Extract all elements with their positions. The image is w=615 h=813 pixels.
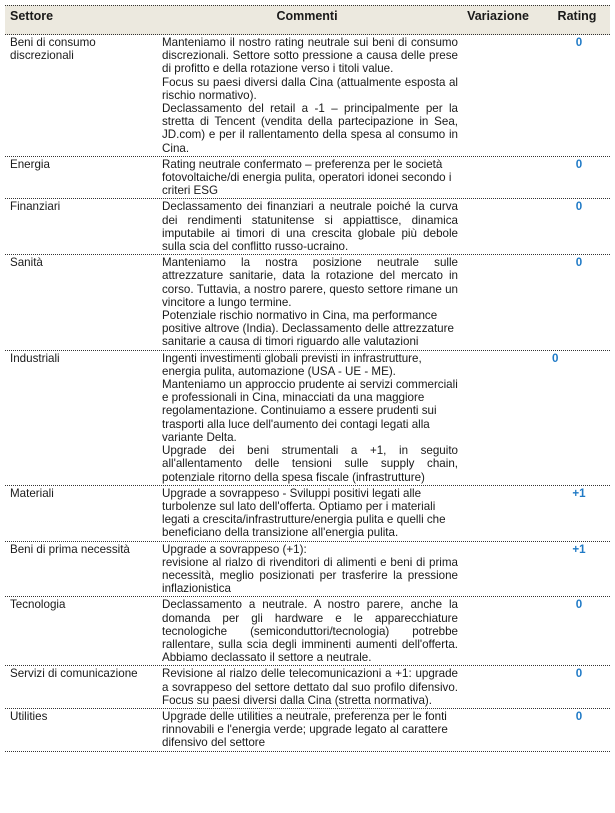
sector-variation: [458, 351, 548, 485]
comment-paragraph: Upgrade delle utilities a neutrale, preferenza per le fonti rinnovabili e l'energia verde; upgrade legato al carattere difensivo del settore: [162, 709, 448, 750]
table-row: [5, 35, 610, 157]
header-variazione: Variazione: [467, 9, 529, 23]
sector-comment: [158, 199, 458, 254]
sector-rating: 0: [575, 200, 583, 214]
sector-comment: [158, 35, 458, 156]
sector-name: Beni di prima necessità: [10, 542, 130, 556]
comment-paragraph: Manteniamo un approccio prudente ai servizi commerciali e professionali in Cina, minacciati da una maggiore regolamentazione. Continuiamo a essere prudenti sui trasporti alla luce dell'aumento dei contagi legati alla variante Delta.: [162, 378, 458, 444]
sector-rating: 0: [552, 351, 559, 365]
sector-rating: 0: [575, 157, 583, 171]
comment-paragraph: Manteniamo la nostra posizione neutrale sulle attrezzature sanitarie, data la rotazione del mercato in corso. Tuttavia, a nostro parere, questo settore rimane un vincitore a lungo termine.: [162, 256, 458, 309]
table-row: [5, 351, 610, 486]
sector-name: Materiali: [10, 486, 54, 500]
sector-rating: 0: [575, 36, 583, 49]
comment-paragraph: Declassamento dei finanziari a neutrale poiché la curva dei rendimenti statunitense si appiattisce, dinamica imputabile ai timori di una crescita globale più debole sulla scia del conflitto russo-ucraino.: [162, 200, 458, 254]
sector-rating: 0: [575, 709, 583, 723]
sector-comment: [158, 486, 458, 541]
table-row: [5, 542, 610, 598]
sector-comment: [158, 351, 458, 485]
sector-rating: 0: [575, 598, 583, 612]
header-settore: Settore: [10, 9, 54, 23]
comment-paragraph: Manteniamo il nostro rating neutrale sui beni di consumo discrezionali. Settore sotto pressione a causa delle prese di profitto e della rotazione verso i titoli value.: [162, 36, 458, 76]
comment-paragraph: Upgrade a sovrappeso (+1):: [162, 542, 307, 556]
sector-variation: [458, 597, 548, 665]
sector-name: Industriali: [10, 351, 60, 365]
sector-variation: [458, 666, 548, 708]
comment-paragraph: Revisione al rialzo delle telecomunicazioni a +1: upgrade a sovrappeso del settore dettato dal suo profilo difensivo. Focus su paesi diversi dalla Cina (stretta normativa).: [162, 667, 458, 707]
table-row: [5, 666, 610, 709]
sector-name: Sanità: [10, 256, 43, 270]
sector-comment: [158, 666, 458, 708]
sector-comment: [158, 709, 458, 751]
sector-comment: [158, 597, 458, 665]
comment-paragraph: Potenziale rischio normativo in Cina, ma performance positive altrove (India). Declassamento delle attrezzature sanitarie a causa di timori riguardo alle valutazioni: [162, 309, 454, 349]
table-header: [5, 5, 610, 35]
sector-variation: [458, 542, 548, 597]
sector-name: Beni di consumo discrezionali: [10, 36, 96, 63]
sector-name: Utilities: [10, 709, 48, 723]
comment-paragraph: Upgrade a sovrappeso - Sviluppi positivi legati alle turbolenze sul lato dell'offerta. Optiamo per i materiali legati a crescita/infrastrutture/energia pulita e quelli che beneficiano della transizione all'energia pulita.: [162, 486, 446, 540]
sector-variation: [458, 709, 548, 751]
sector-ratings-table: [5, 5, 610, 752]
comment-paragraph: Focus su paesi diversi dalla Cina (attualmente esposta al rischio normativo).: [162, 75, 458, 102]
sector-rating: +1: [572, 486, 586, 500]
comment-paragraph: revisione al rialzo di rivenditori di alimenti e beni di prima necessità, meglio posizionati per trasferire la pressione inflazionistica: [162, 555, 458, 596]
sector-rating: +1: [572, 542, 586, 556]
table-row: [5, 199, 610, 255]
sector-name: Tecnologia: [10, 598, 66, 612]
header-rating: Rating: [557, 9, 597, 23]
table-row: [5, 486, 610, 542]
sector-comment: [158, 255, 458, 349]
table-row: [5, 709, 610, 752]
table-row: [5, 157, 610, 200]
sector-variation: [458, 486, 548, 541]
sector-name: Servizi di comunicazione: [10, 667, 138, 681]
comment-paragraph: Ingenti investimenti globali previsti in infrastrutture, energia pulita, automazione (USA - UE - ME).: [162, 351, 422, 378]
comment-paragraph: Declassamento del retail a -1 – principalmente per la stretta di Tencent (vendita della partecipazione in Sea, JD.com) e per il rallentamento della spesa al consumo in Cina.: [162, 102, 458, 155]
sector-rating: 0: [575, 667, 583, 681]
sector-variation: [458, 157, 548, 199]
sector-variation: [458, 199, 548, 254]
sector-name: Finanziari: [10, 200, 61, 214]
sector-rating: 0: [575, 256, 583, 270]
comment-paragraph: Upgrade dei beni strumentali a +1, in seguito all'allentamento delle tensioni sulle supply chain, potenziale ritorno della spesa fiscale (infrastrutture): [162, 444, 458, 484]
sector-variation: [458, 35, 548, 156]
sector-comment: [158, 157, 458, 199]
comment-paragraph: Rating neutrale confermato – preferenza per le società fotovoltaiche/di energia pulita, operatori idonei secondo i criteri ESG: [162, 157, 452, 198]
table-row: [5, 597, 610, 666]
sector-variation: [458, 255, 548, 349]
header-commenti: Commenti: [276, 9, 338, 23]
sector-name: Energia: [10, 157, 50, 171]
sector-comment: [158, 542, 458, 597]
comment-paragraph: Declassamento a neutrale. A nostro parere, anche la domanda per gli hardware e le apparecchiature tecnologiche (semiconduttori/tecnologia) potrebbe rallentare, sulla scia degli imminenti aumenti dell'offerta. Abbiamo declassato il settore a neutrale.: [162, 598, 458, 665]
table-row: [5, 255, 610, 350]
